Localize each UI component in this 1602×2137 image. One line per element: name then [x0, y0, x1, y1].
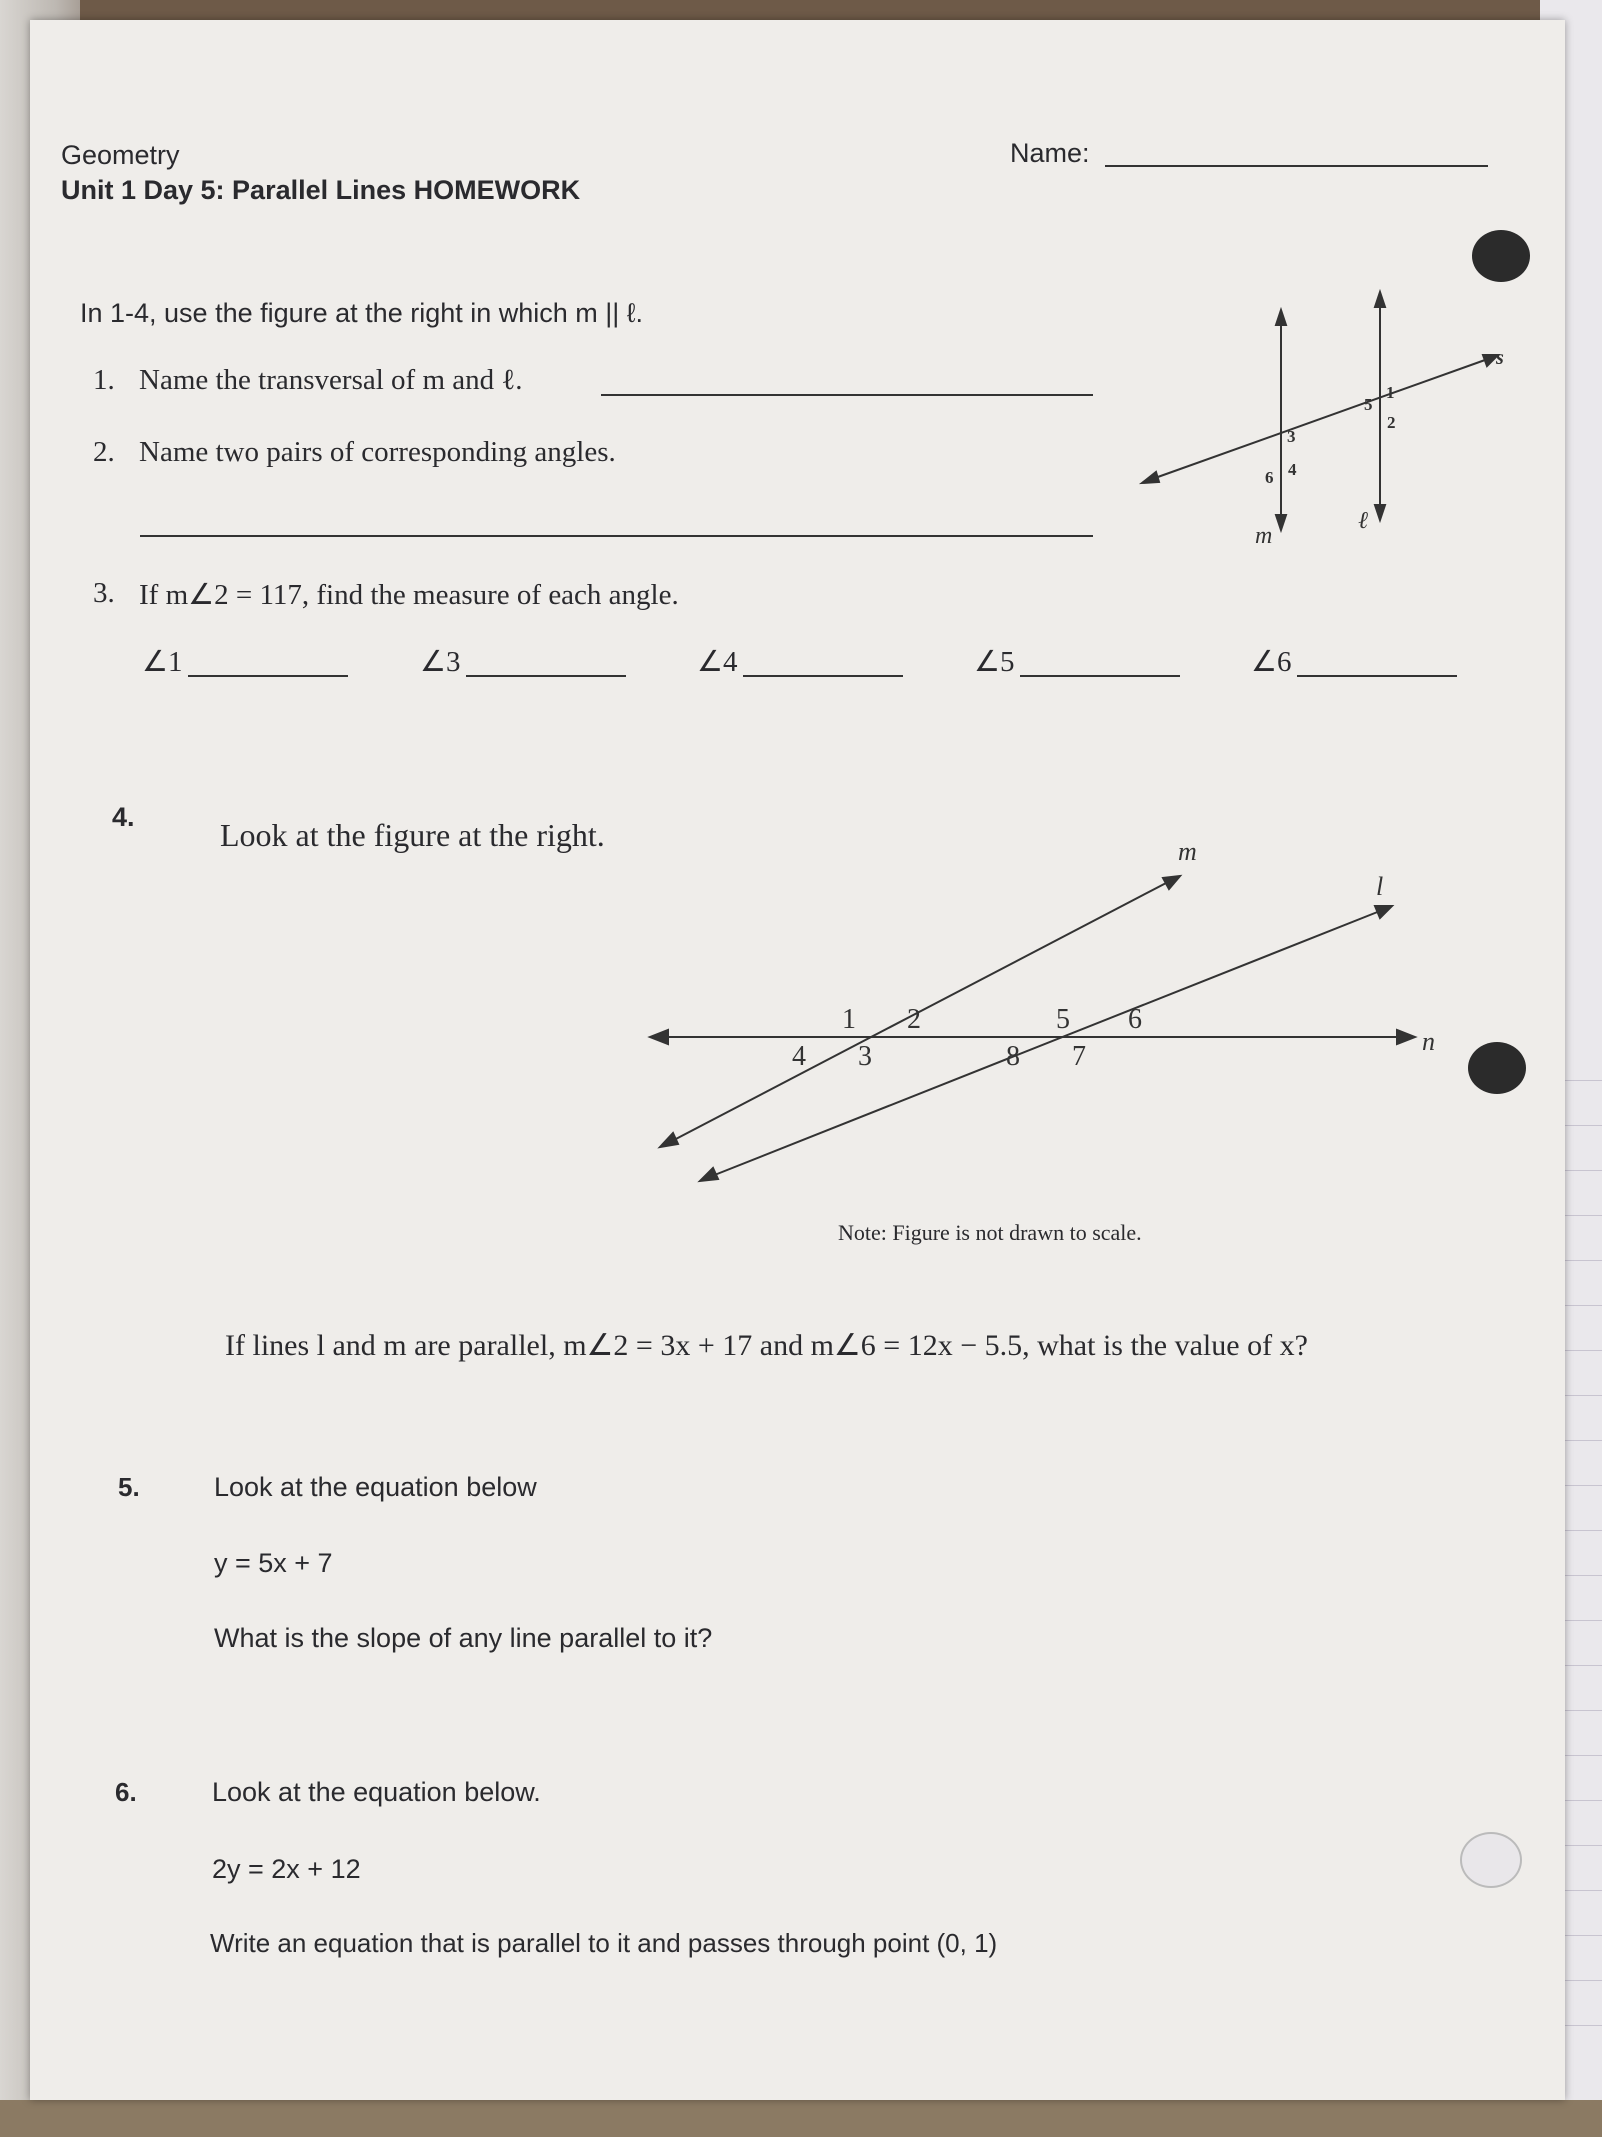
q6-number: 6. [115, 1777, 137, 1807]
parallel-lines-figure-2 [610, 820, 1490, 1220]
figure2-angle-3: 3 [858, 1041, 872, 1072]
figure2-angle-8: 8 [1006, 1041, 1020, 1072]
figure1-angle-4: 4 [1288, 460, 1297, 479]
angle-6-blank[interactable] [1297, 675, 1457, 677]
arrow-m-left [660, 1133, 678, 1147]
instructions-1-4: In 1-4, use the figure at the right in which m || ℓ. [80, 298, 644, 328]
figure2-angle-1: 1 [842, 1004, 856, 1035]
angle-4-blank[interactable] [743, 675, 903, 677]
figure1-angle-6: 6 [1265, 468, 1274, 487]
figure1-angle-2: 2 [1387, 413, 1396, 432]
figure2-angle-6: 6 [1128, 1004, 1142, 1035]
arrow-m-right [1163, 876, 1180, 889]
figure1-angle-3: 3 [1287, 427, 1296, 446]
q2-number: 2. [93, 436, 115, 468]
arrow-m-top [1276, 310, 1286, 325]
figure2-label-l: l [1376, 872, 1384, 901]
transversal-s [1155, 360, 1485, 478]
q6-question: Write an equation that is parallel to it and passes through point (0, 1) [210, 1928, 998, 1958]
q1-answer-blank[interactable] [601, 394, 1093, 396]
arrow-s-left [1142, 472, 1159, 483]
q3-text: If m∠2 = 117, find the measure of each angle. [139, 579, 679, 611]
figure2-label-m: m [1178, 837, 1197, 866]
figure2-angle-5: 5 [1056, 1004, 1070, 1035]
arrow-l-left [700, 1168, 718, 1181]
angle-3-blank[interactable] [466, 675, 626, 677]
figure2-label-n: n [1422, 1027, 1435, 1056]
q2-text: Name two pairs of corresponding angles. [139, 436, 616, 468]
figure1-angle-5: 5 [1364, 395, 1373, 414]
figure2-angle-4: 4 [792, 1041, 806, 1072]
q5-equation: y = 5x + 7 [214, 1548, 333, 1578]
figure1-label-m: m [1255, 523, 1273, 549]
figure1-label-s: s [1496, 347, 1504, 369]
arrow-m-bottom [1276, 515, 1286, 530]
q5-number: 5. [118, 1472, 140, 1502]
unit-title: Unit 1 Day 5: Parallel Lines HOMEWORK [61, 175, 581, 205]
angle-3-label: ∠3 [420, 646, 461, 678]
course-title: Geometry [61, 140, 180, 170]
angle-5-blank[interactable] [1020, 675, 1180, 677]
name-blank[interactable] [1105, 165, 1488, 167]
figure1-angle-1: 1 [1386, 383, 1395, 402]
punch-hole-bottom [1460, 1832, 1522, 1888]
name-label: Name: [1010, 138, 1090, 168]
angle-4-label: ∠4 [697, 646, 738, 678]
arrow-l-right [1375, 906, 1392, 918]
q1-text: Name the transversal of m and ℓ. [139, 364, 523, 396]
figure1-label-l: ℓ [1358, 508, 1368, 534]
q6-equation: 2y = 2x + 12 [212, 1854, 361, 1884]
q3-number: 3. [93, 577, 115, 609]
angle-6-label: ∠6 [1251, 646, 1292, 678]
angle-1-label: ∠1 [142, 646, 183, 678]
q4-question: If lines l and m are parallel, m∠2 = 3x + 17 and m∠6 = 12x − 5.5, what is the value of x? [225, 1329, 1308, 1362]
arrow-l-top [1375, 292, 1385, 307]
q4-figure-note: Note: Figure is not drawn to scale. [838, 1220, 1142, 1245]
figure2-angle-7: 7 [1072, 1041, 1086, 1072]
arrow-n-left [650, 1030, 668, 1044]
arrow-n-right [1397, 1030, 1415, 1044]
q2-answer-blank[interactable] [140, 535, 1093, 537]
q4-number: 4. [112, 802, 135, 832]
line-l [712, 911, 1380, 1176]
q4-prompt: Look at the figure at the right. [220, 817, 605, 853]
angle-5-label: ∠5 [974, 646, 1015, 678]
q5-prompt: Look at the equation below [214, 1472, 537, 1502]
parallel-lines-figure-1 [1130, 270, 1530, 570]
figure2-angle-2: 2 [907, 1004, 921, 1035]
q6-prompt: Look at the equation below. [212, 1777, 541, 1807]
worksheet-page [30, 20, 1565, 2100]
table-surface [0, 2100, 1602, 2137]
arrow-l-bottom [1375, 505, 1385, 520]
angle-1-blank[interactable] [188, 675, 348, 677]
q5-question: What is the slope of any line parallel to it? [214, 1623, 713, 1653]
q1-number: 1. [93, 364, 115, 396]
